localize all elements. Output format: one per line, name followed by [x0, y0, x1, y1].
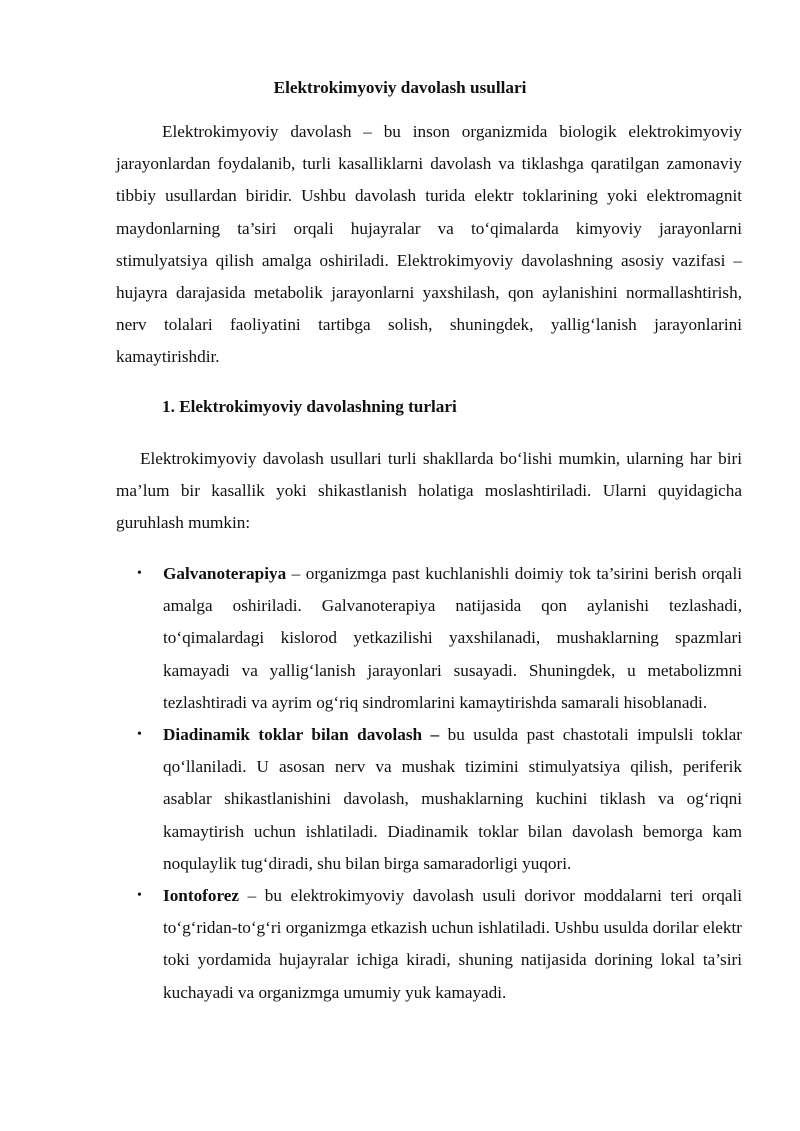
- list-item: [116, 558, 742, 719]
- treatment-list: [116, 558, 742, 1009]
- section-intro-paragraph: Elektrokimyoviy davolash usullari turli shakllarda bo‘lishi mumkin, ularning har biri ma’lum bir kasallik yoki shikastlanish holatiga moslashtiriladi. Ularni quyidagicha guruhlash mumkin:: [116, 449, 742, 533]
- list-item-term: Galvanoterapiya: [163, 564, 287, 583]
- bullet-icon: •: [137, 566, 142, 581]
- list-item: [116, 719, 742, 880]
- list-item-text: – bu elektrokimyoviy davolash usuli dorivor moddalarni teri orqali to‘g‘ridan-to‘g‘ri organizmga etkazish uchun ishlatiladi. Ushbu usulda dorilar elektr toki yordamida hujayralar ichiga kiradi, shuning natijasida dorining lokal ta’siri kuchayadi va organizmga umumiy yuk kamayadi.: [163, 886, 742, 1002]
- list-item-term: Iontoforez: [163, 886, 240, 906]
- list-item-text: – organizmga past kuchlanishli doimiy tok ta’sirini berish orqali amalga oshiriladi. Galvanoterapiya natijasida qon aylanishi tezlashadi, to‘qimalardagi kislorod yetkazilishi yaxshilanadi, mushaklarning spazmlari kamayadi va yallig‘lanish jarayonlari susayadi. Shuningdek, u metabolizmni tezlashtiradi va ayrim og‘riq sindromlarini kamaytirishda samarali hisoblanadi.: [163, 564, 742, 712]
- bullet-icon: •: [137, 888, 142, 904]
- bullet-icon: •: [137, 727, 142, 743]
- intro-paragraph: Elektrokimyoviy davolash – bu inson organizmida biologik elektrokimyoviy jarayonlardan foydalanib, turli kasalliklarni davolash va tiklashga qaratilgan zamonaviy tibbiy usullardan biridir. Ushbu davolash turida elektr toklarining yoki elektromagnit maydonlarning ta’siri orqali hujayralar va to‘qimalarda kimyoviy jarayonlarni stimulyatsiya qilish amalga oshiriladi. Elektrokimyoviy davolashning asosiy vazifasi – hujayra darajasida metabolik jarayonlarni yaxshilash, qon aylanishini normallashtirish, nerv tolalari faoliyatini tartibga solish, shuningdek, yallig‘lanish jarayonlarini kamaytirishdir.: [116, 122, 742, 367]
- list-item-text: bu usulda past chastotali impulsli toklar qo‘llaniladi. U asosan nerv va mushak tizimini stimulyatsiya qilish, periferik asablar shikastlanishini davolash, mushaklarning kuchini tiklash va og‘riqni kamaytirish uchun ishlatiladi. Diadinamik toklar bilan davolash bemorga kam noqulaylik tug‘diradi, shu bilan birga samaradorligi yuqori.: [163, 725, 742, 873]
- section-heading: 1. Elektrokimyoviy davolashning turlari: [162, 397, 457, 416]
- list-item-term: Diadinamik toklar bilan davolash –: [163, 725, 440, 745]
- list-item: [116, 880, 742, 1009]
- document-title: Elektrokimyoviy davolash usullari: [273, 78, 527, 97]
